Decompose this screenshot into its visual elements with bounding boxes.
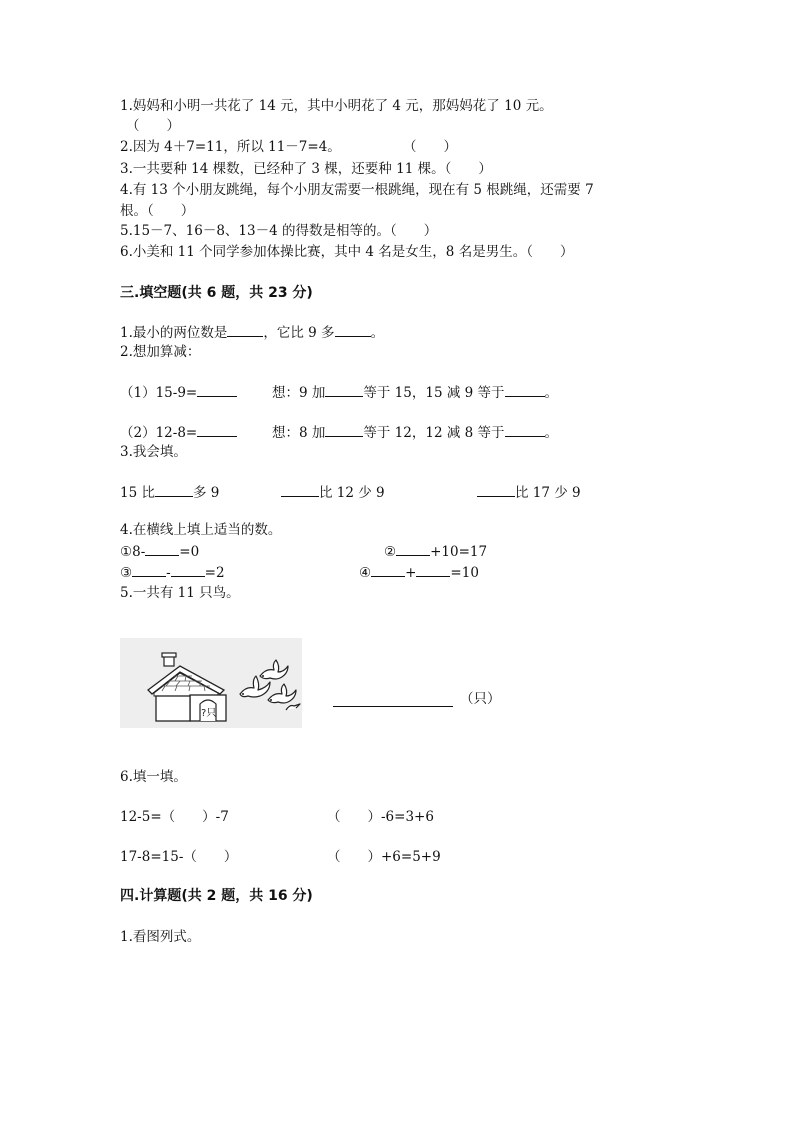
fill-q2-1-blank1[interactable] xyxy=(197,383,237,397)
fill-q4-3-text-b: - xyxy=(166,565,171,581)
fill-q2-2-text-d: 。 xyxy=(544,425,559,441)
house-birds-picture xyxy=(120,638,302,728)
fill-q3-b-text: 比 12 少 9 xyxy=(319,485,385,501)
fill-q4-4 xyxy=(359,563,479,582)
fill-q1-blank1[interactable] xyxy=(227,323,263,337)
fill-q3: 3.我会填。 xyxy=(120,444,187,460)
fill-q2-1-blank3[interactable] xyxy=(505,383,545,397)
fill-q6-c: 17-8=15-（ ） xyxy=(120,849,238,865)
fill-q2-1 xyxy=(120,383,237,402)
fill-q4-4-text-b: + xyxy=(405,565,417,581)
fill-q2-1-text-c: 等于 15，15 减 9 等于 xyxy=(363,385,505,401)
fill-q6: 6.填一填。 xyxy=(120,769,187,785)
judge-q2-paren: （ ） xyxy=(403,139,457,155)
fill-q2-1-text-b: 想：9 加 xyxy=(272,385,326,401)
fill-q3-c-blank[interactable] xyxy=(477,483,515,497)
fill-q2-2 xyxy=(120,423,237,442)
fill-q4-4-text-c: =10 xyxy=(450,565,479,581)
section4-title: 四.计算题(共 2 题，共 16 分) xyxy=(120,888,313,904)
fill-q4-3 xyxy=(120,563,225,582)
fill-q4-3-blank1[interactable] xyxy=(132,563,166,577)
fill-q4-1 xyxy=(120,542,199,561)
judge-q1-line1: 1.妈妈和小明一共花了 14 元，其中小明花了 4 元，那妈妈花了 10 元。 xyxy=(120,98,553,114)
fill-q4-1-text-b: =0 xyxy=(179,544,200,560)
fill-q5-answer-blank[interactable] xyxy=(333,706,453,707)
fill-q5-unit: （只） xyxy=(460,691,501,707)
fill-q1-text-c: 。 xyxy=(370,325,385,341)
fill-q3-a xyxy=(120,483,219,502)
fill-q3-b xyxy=(281,483,385,502)
judge-q1-paren: （ ） xyxy=(126,118,180,134)
fill-q2-2-text-b: 想：8 加 xyxy=(272,425,326,441)
fill-q2-2-text-c: 等于 12，12 减 8 等于 xyxy=(363,425,505,441)
fill-q6-d: （ ）+6=5+9 xyxy=(327,849,441,865)
fill-q1 xyxy=(120,323,384,342)
judge-q4-line2: 根。（ ） xyxy=(120,203,195,219)
fill-q3-b-blank[interactable] xyxy=(281,483,319,497)
calc-q1: 1.看图列式。 xyxy=(120,929,201,945)
fill-q4-2-text-b: +10=17 xyxy=(430,544,488,560)
section3-title: 三.填空题(共 6 题，共 23 分) xyxy=(120,285,313,301)
fill-q2-2-hint xyxy=(272,423,558,442)
fill-q2-2-blank3[interactable] xyxy=(505,423,545,437)
fill-q2: 2.想加算减： xyxy=(120,344,201,360)
fill-q3-a-text2: 多 9 xyxy=(192,485,220,501)
house-door-text: ?只 xyxy=(201,708,217,719)
fill-q4-2-blank[interactable] xyxy=(396,542,430,556)
fill-q3-c-text: 比 17 少 9 xyxy=(515,485,581,501)
fill-q2-1-text-d: 。 xyxy=(544,385,559,401)
fill-q4-3-blank2[interactable] xyxy=(171,563,205,577)
judge-q2: 2.因为 4＋7=11，所以 11－7=4。 xyxy=(120,139,341,155)
fill-q2-1-blank2[interactable] xyxy=(325,383,363,397)
fill-q4-3-text-c: =2 xyxy=(204,565,225,581)
fill-q6-a: 12-5=（ ）-7 xyxy=(120,809,229,825)
fill-q5: 5.一共有 11 只鸟。 xyxy=(120,585,240,601)
judge-q4-line1: 4.有 13 个小朋友跳绳，每个小朋友需要一根跳绳，现在有 5 根跳绳，还需要 7 xyxy=(120,182,594,198)
judge-q6: 6.小美和 11 个同学参加体操比赛，其中 4 名是女生，8 名是男生。（ ） xyxy=(120,244,574,260)
fill-q3-c xyxy=(477,483,581,502)
fill-q1-blank2[interactable] xyxy=(335,323,371,337)
fill-q2-1-hint xyxy=(272,383,558,402)
fill-q2-2-blank2[interactable] xyxy=(325,423,363,437)
fill-q4-1-blank[interactable] xyxy=(145,542,179,556)
fill-q4-3-text-a: ③ xyxy=(120,565,133,581)
judge-q5: 5.15－7、16－8、13－4 的得数是相等的。（ ） xyxy=(120,223,438,239)
fill-q4-1-text-a: ①8- xyxy=(120,544,146,560)
fill-q1-text-a: 1.最小的两位数是 xyxy=(120,325,228,341)
fill-q4-2 xyxy=(384,542,487,561)
fill-q3-a-blank[interactable] xyxy=(155,483,193,497)
fill-q4-4-blank1[interactable] xyxy=(371,563,405,577)
judge-q3: 3.一共要种 14 棵数，已经种了 3 棵，还要种 11 棵。（ ） xyxy=(120,161,492,177)
fill-q2-1-text-a: （1）15-9= xyxy=(120,385,198,401)
fill-q2-2-blank1[interactable] xyxy=(197,423,237,437)
fill-q4-4-blank2[interactable] xyxy=(416,563,450,577)
fill-q1-text-b: ，它比 9 多 xyxy=(263,325,335,341)
fill-q4-2-text-a: ② xyxy=(384,544,397,560)
fill-q4: 4.在横线上填上适当的数。 xyxy=(120,522,282,538)
fill-q4-4-text-a: ④ xyxy=(359,565,372,581)
fill-q2-2-text-a: （2）12-8= xyxy=(120,425,198,441)
fill-q6-b: （ ）-6=3+6 xyxy=(327,809,434,825)
fill-q3-a-text1: 15 比 xyxy=(120,485,155,501)
